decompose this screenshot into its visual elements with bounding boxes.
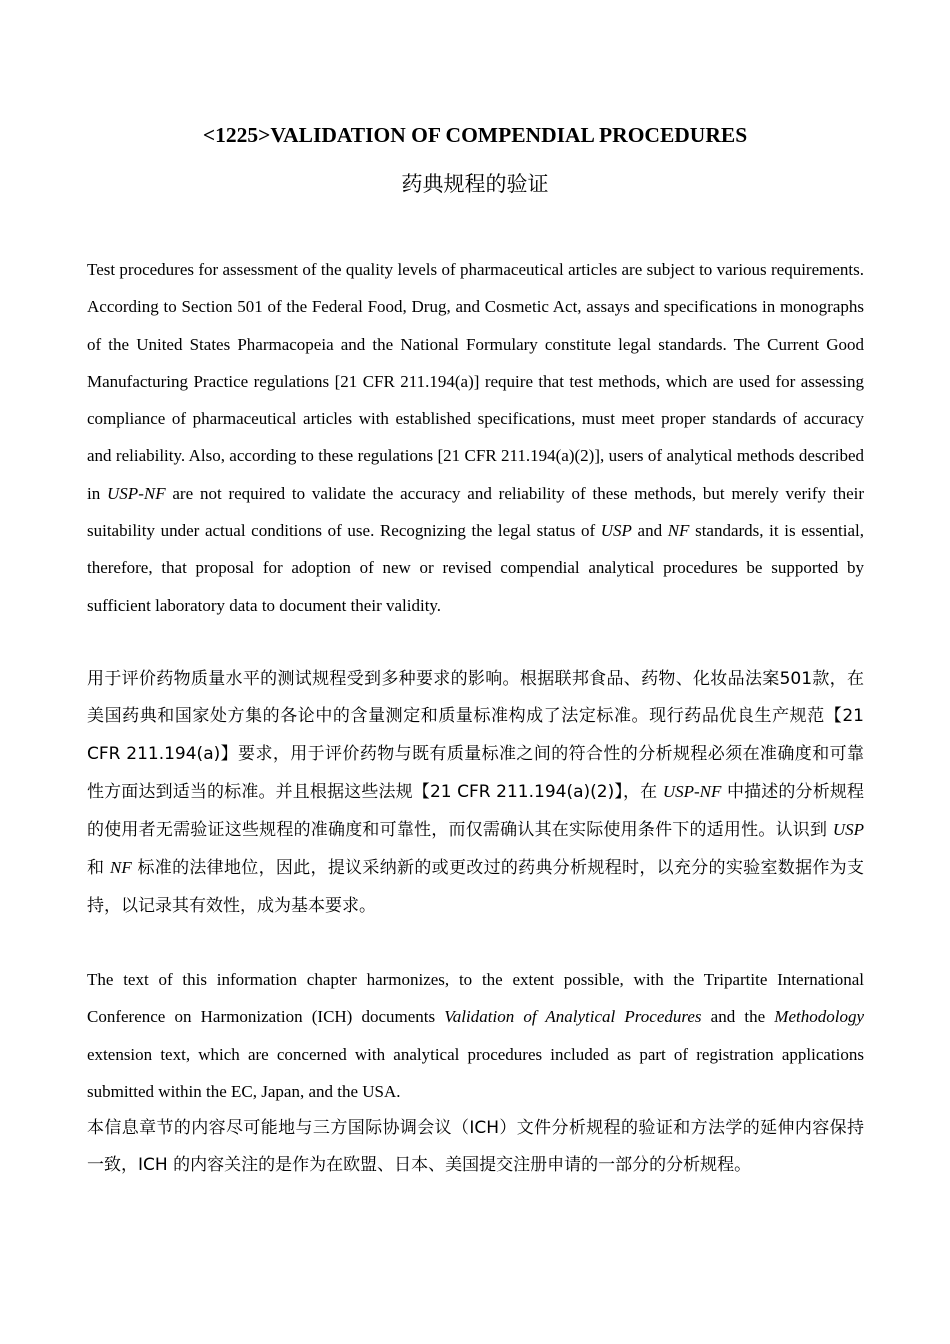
- p1-en-text-d: standards, it is essential, therefore, that proposal for adoption of new or revised compendial analytical procedures be supported by sufficient laboratory data to document their validity.: [87, 521, 865, 615]
- p2-en-text-c: extension text, which are concerned with analytical procedures included as part of registration applications submitted within the EC, Japan, and the USA.: [87, 1044, 864, 1101]
- p1-zh-text-b: 中描述的分析规程的使用者无需验证这些规程的准确度和可靠性，而仅需确认其在实际使用条件下的适用性。认识到: [87, 781, 864, 841]
- paragraph-2-chinese: 本信息章节的内容尽可能地与三方国际协调会议（ICH）文件分析规程的验证和方法学的延伸内容保持一致，ICH 的内容关注的是作为在欧盟、日本、美国提交注册申请的一部分的分析规程。: [87, 1118, 864, 1176]
- p1-zh-usp-nf: USP-NF: [662, 781, 722, 801]
- p1-zh-text-c: 和: [87, 858, 111, 879]
- p1-en-text-b: are not required to validate the accuracy and reliability of these methods, but merely verify their suitability under actual conditions of use. Recognizing the legal status of: [87, 483, 864, 541]
- paragraph-1-chinese: [87, 661, 864, 925]
- p2-en-methodology: Methodology: [774, 1007, 864, 1027]
- p2-en-text-b: and the: [701, 1007, 775, 1027]
- p1-zh-usp: USP: [832, 820, 864, 840]
- p2-en-validation-title: Validation of Analytical Procedures: [444, 1007, 702, 1027]
- p2-en-text-a: The text of this information chapter harmonizes, to the extent possible, with the Tripartite International Conference on Harmonization (ICH) documents: [87, 970, 864, 1027]
- p1-en-text-a: Test procedures for assessment of the quality levels of pharmaceutical articles are subject to various requirements. According to Section 501 of the Federal Food, Drug, and Cosmetic Act, assays and specifications in monographs of the United States Pharmacopeia and the National Formulary constitute legal standards. The Current Good Manufacturing Practice regulations [21 CFR 211.194(a)] require that test methods, which are used for assessing compliance of pharmaceutical articles with established specifications, must meet proper standards of accuracy and reliability. Also, according to these regulations [21 CFR 211.194(a)(2)], users of analytical methods described in: [87, 260, 864, 503]
- p1-en-text-c: and: [631, 521, 668, 541]
- p1-en-nf: NF: [667, 521, 690, 541]
- p1-zh-text-d: 标准的法律地位，因此，提议采纳新的或更改过的药典分析规程时，以充分的实验室数据作为支持，以记录其有效性，成为基本要求。: [87, 858, 864, 916]
- paragraph-1-english: [87, 251, 864, 624]
- p1-zh-nf: NF: [110, 858, 132, 878]
- p1-zh-text-a: 用于评价药物质量水平的测试规程受到多种要求的影响。根据联邦食品、药物、化妆品法案501款，在美国药典和国家处方集的各论中的含量测定和质量标准构成了法定标准。现行药品优良生产规范【21 CFR 211.194(a)】要求，用于评价药物与既有质量标准之间的符合性的分析规程必须在准确度和可靠性方面达到适当的标准。并且根据这些法规【21 CFR 211.194(a)(2)】，在: [87, 669, 864, 802]
- paragraph-2-english: [87, 961, 864, 1110]
- title-chinese: 药典规程的验证: [401, 172, 549, 196]
- p1-en-usp: USP: [600, 521, 632, 541]
- p1-en-usp-nf: USP-NF: [107, 483, 166, 503]
- title-english: <1225>VALIDATION OF COMPENDIAL PROCEDURES: [202, 123, 748, 147]
